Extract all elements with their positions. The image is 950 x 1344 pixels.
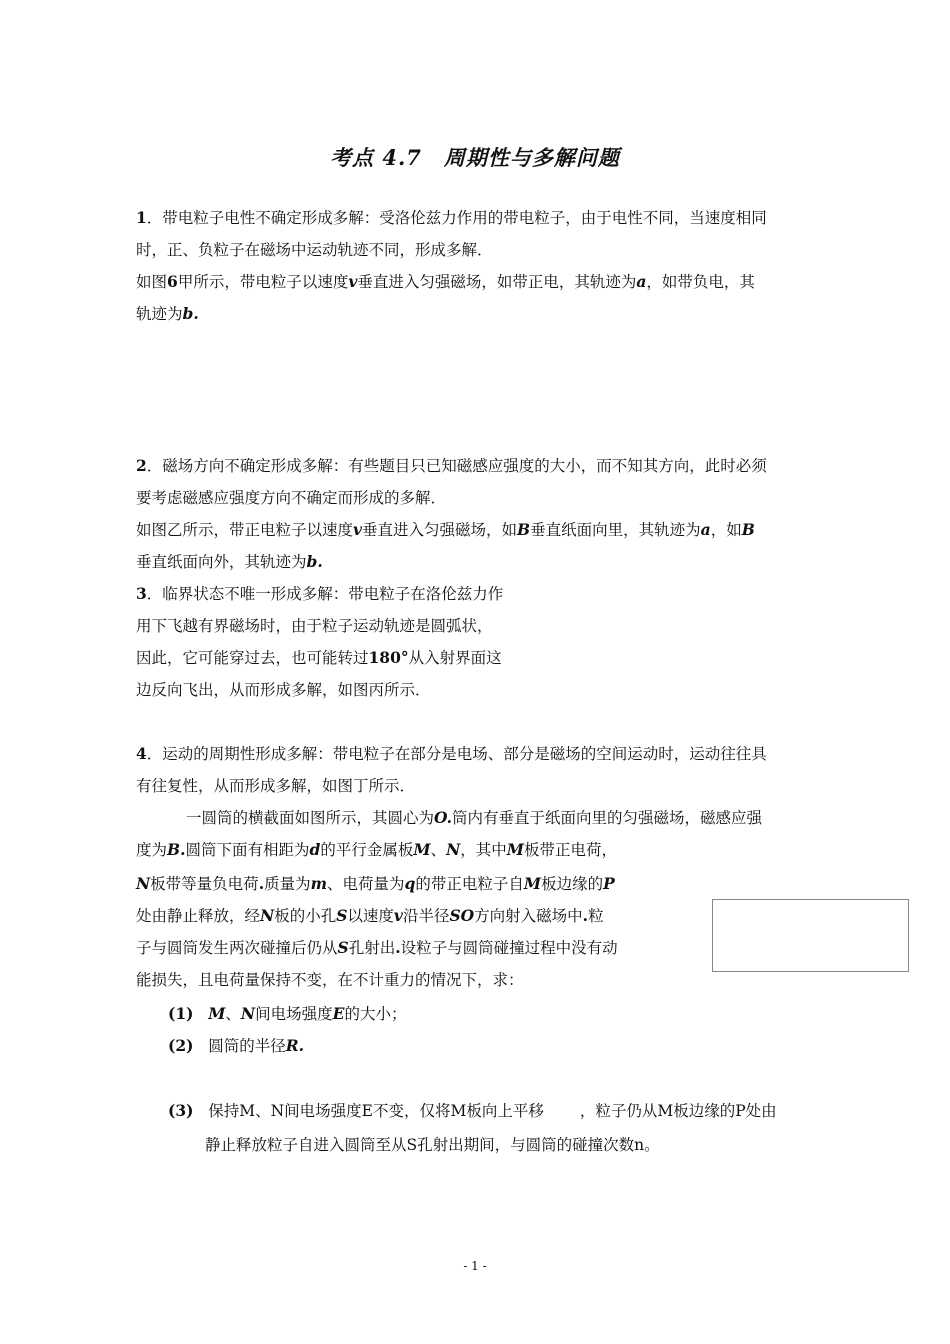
problem-line2: 度为B.圆筒下面有相距为d的平行金属板M、N，其中M板带正电荷， [136,840,617,859]
question-2: (2) 圆筒的半径R. [168,1036,305,1055]
page-title: 考点 4.7 周期性与多解问题 [330,145,620,170]
page-number: - 1 - [463,1259,487,1273]
problem-line5: 子与圆筒发生两次碰撞后仍从S孔射出.设粒子与圆筒碰撞过程中没有动 [136,938,618,957]
s2-line4: 垂直纸面向外，其轨迹为b. [136,552,323,571]
s3-line1: 3．临界状态不唯一形成多解：带电粒子在洛伦兹力作 [136,584,504,603]
s3-line2: 用下飞越有界磁场时，由于粒子运动轨迹是圆弧状， [136,617,493,635]
s4-line2: 有往复性，从而形成多解，如图丁所示． [136,777,416,795]
s1-line4: 轨迹为b. [136,304,199,323]
s2-line3: 如图乙所示，带正电粒子以速度v垂直进入匀强磁场，如B垂直纸面向里，其轨迹为a，如B [136,520,755,539]
problem-line1: 一圆筒的横截面如图所示，其圆心为O.筒内有垂直于纸面向里的匀强磁场，磁感应强 [186,808,763,827]
question-1: (1) M、N间电场强度E的大小； [168,1004,407,1023]
problem-line4: 处由静止释放，经N板的小孔S以速度v沿半径SO方向射入磁场中.粒 [136,906,604,925]
s2-line1: 2．磁场方向不确定形成多解：有些题目只已知磁感应强度的大小，而不知其方向，此时必须 [136,456,767,475]
s3-line3: 因此，它可能穿过去，也可能转过180°从入射界面这 [136,648,502,667]
s1-line1: 1．带电粒子电性不确定形成多解：受洛伦兹力作用的带电粒子，由于电性不同，当速度相同 [136,208,767,227]
s4-line1: 4．运动的周期性形成多解：带电粒子在部分是电场、部分是磁场的空间运动时，运动往往具 [136,744,767,763]
s1-line3: 如图6甲所示，带电粒子以速度v垂直进入匀强磁场，如带正电，其轨迹为a，如带负电，其 [136,272,755,291]
figure-placeholder [712,899,909,972]
s3-line4: 边反向飞出，从而形成多解，如图丙所示． [136,681,431,699]
problem-line6: 能损失，且电荷量保持不变，在不计重力的情况下，求： [136,971,524,989]
question-3: (3) 保持M、N间电场强度E不变，仅将M板向上平移 ，粒子仍从M板边缘的P处由 [168,1101,777,1120]
s1-line2: 时，正、负粒子在磁场中运动轨迹不同，形成多解． [136,241,493,259]
s2-line2: 要考虑磁感应强度方向不确定而形成的多解． [136,489,447,507]
problem-line3: N板带等量负电荷.质量为m、电荷量为q的带正电粒子自M板边缘的P [136,874,615,893]
question-3-cont: 静止释放粒子自进入圆筒至从S孔射出期间，与圆筒的碰撞次数n。 [205,1136,660,1154]
